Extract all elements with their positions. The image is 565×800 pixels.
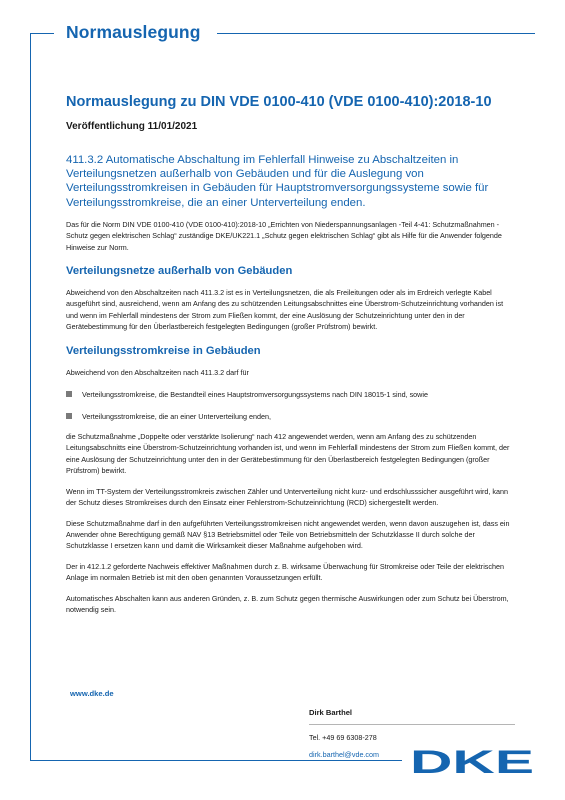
header-rule-right — [217, 33, 535, 34]
paragraph-412-1-2: Der in 412.1.2 geforderte Nachweis effektiver Maßnahmen durch z. B. wirksame Überwachung für Stromkreise oder Teile der elektrischen Anlage im normalen Betrieb ist mit den oben genannten Voraussetzungen erfüllt. — [66, 561, 504, 583]
document-title: Normauslegung zu DIN VDE 0100-410 (VDE 0100-410):2018-10 — [66, 94, 492, 110]
section-text-in-buildings: Abweichend von den Abschaltzeiten nach 411.3.2 darf für — [66, 367, 249, 377]
paragraph-automatic-disconnection: Automatisches Abschalten kann aus anderen Gründen, z. B. zum Schutz gegen thermische Auswirkungen oder zum Schutz bei Überstrom, notwendig sein. — [66, 593, 509, 614]
contact-phone: Tel. +49 69 6308-278 — [309, 733, 377, 742]
paragraph-nav-13: Diese Schutzmaßnahme darf in den aufgeführten Verteilungsstromkreisen nicht angewendet werden, wenn davon auszugehen ist, dass ein Anwender ohne Berechtigung gemäß NAV §13 Betriebsmittel oder Teile von Betriebsmitteln der Schutzklasse II durch solche der Schutzklasse I ersetzen kann und damit die Wirksamkeit dieser Maßnahme aufgehoben wird. — [66, 518, 510, 551]
section-heading-outside-buildings: Verteilungsnetze außerhalb von Gebäuden — [66, 265, 293, 278]
bullet-square-icon — [66, 413, 72, 419]
paragraph-double-insulation: die Schutzmaßnahme „Doppelte oder verstärkte Isolierung“ nach 412 angewendet werden, wenn am Anfang des zu schützenden Leitungsabschnitts eine Überstrom-Schutzeinrichtung vorhanden ist, und wenn im Fehlerfall mindestens der Strom zum Fließen kommt, der eine Auslösung der Schutzeinrichtung unter den in der Gerätebestimmung für den Überlastbereich festgelegten Bedingungen (großer Prüfstrom) bewirkt. — [66, 432, 510, 476]
intro-paragraph: Das für die Norm DIN VDE 0100-410 (VDE 0100-410):2018-10 „Errichten von Niederspannungsanlagen -Teil 4-41: Schutzmaßnahmen - Schutz gegen elektrischen Schlag“ zuständige DKE/UK221.1 „Schutz gegen elektrischen Schlag“ gibt als Hilfe für die Anwender folgende Hinweise zur Norm. — [66, 219, 502, 252]
header-rule-left — [30, 33, 54, 34]
contact-email-link[interactable]: dirk.barthel@vde.com — [309, 750, 380, 759]
list-item — [66, 389, 516, 400]
list-item-text: Verteilungsstromkreise, die an einer Unterverteilung enden, — [82, 412, 271, 422]
section-heading-in-buildings: Verteilungsstromkreise in Gebäuden — [66, 344, 261, 357]
bullet-square-icon — [66, 391, 72, 397]
contact-name: Dirk Barthel — [309, 708, 353, 717]
section-text-outside-buildings: Abweichend von den Abschaltzeiten nach 411.3.2 ist es in Verteilungsnetzen, die als Freileitungen oder als im Erdreich verlegte Kabel ausgeführt sind, ausreichend, wenn am Anfang des zu schützenden Leitungsabschnittes eine Überstrom-Schutzeinrichtung vorhanden ist und wenn im Fehlerfall mindestens der Strom zum Fließen kommt, der eine Auslösung der Schutzeinrichtung unter den in der Gerätebestimmung für den Überlastbereich festgelegten Bedingungen (großer Prüfstrom) bewirkt. — [66, 288, 504, 332]
lead-paragraph: 411.3.2 Automatische Abschaltung im Fehlerfall Hinweise zu Abschaltzeiten in Verteilungsnetzen außerhalb von Gebäuden und für die Auslegung von Verteilungsstromkreisen in Gebäuden für Hauptstromversorgungssysteme sowie für Verteilungsstromkreise, die an einer Unterverteilung enden. — [66, 154, 489, 209]
list-item — [66, 411, 516, 422]
header-title: Normauslegung — [66, 22, 201, 42]
document-body — [66, 93, 516, 615]
publication-date: Veröffentlichung 11/01/2021 — [66, 121, 198, 132]
dke-logo-text: DKE — [410, 748, 534, 774]
paragraph-tt-system: Wenn im TT-System der Verteilungsstromkreis zwischen Zähler und Unterverteilung nicht kurz- und erdschlusssicher ausgeführt wird, kann der Schutz dieses Stromkreises durch den Einsatz einer Fehlerstrom-Schutzeinrichtung (RCD) sichergestellt werden. — [66, 486, 508, 508]
left-frame-rule — [30, 33, 31, 761]
dke-logo — [407, 748, 535, 774]
bottom-frame-rule — [30, 760, 402, 761]
list-item-text: Verteilungsstromkreise, die Bestandteil eines Hauptstromversorgungssystems nach DIN 18015-1 sind, sowie — [82, 390, 428, 400]
contact-divider — [309, 724, 515, 725]
website-link[interactable]: www.dke.de — [70, 689, 114, 698]
